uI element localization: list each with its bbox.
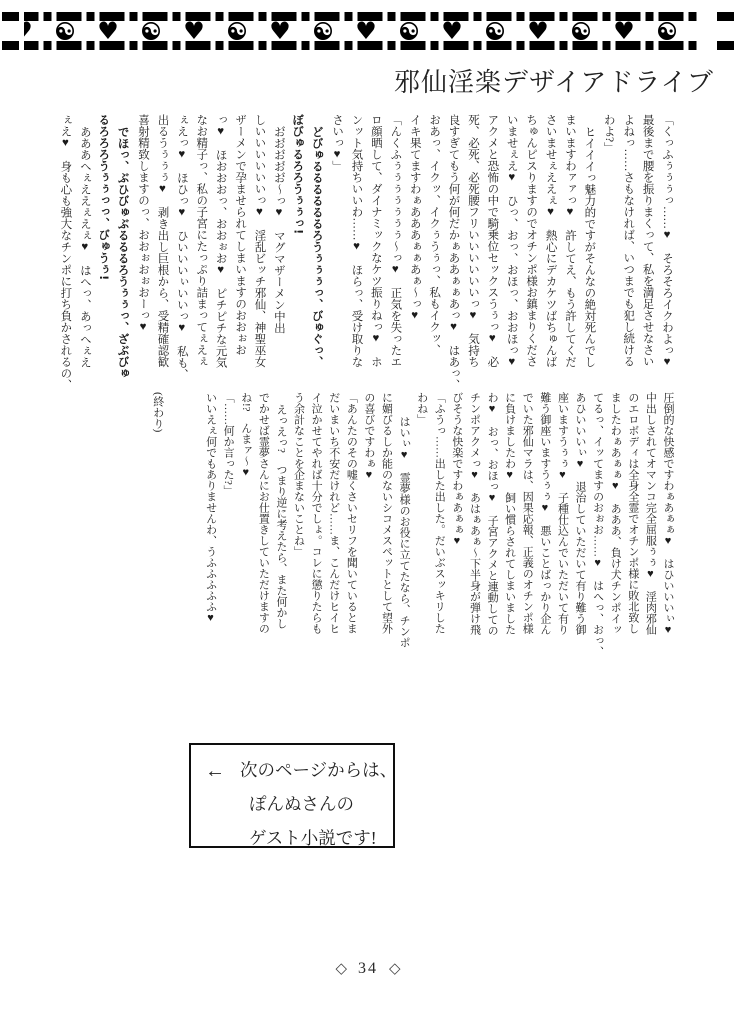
text-column: だいまいち不安だけれど……ま、こんだけヒイヒ	[327, 392, 340, 634]
text-column: ヒイイイっ魅力的ですがそんなの絶対死んでし	[583, 126, 596, 368]
footer-diamond-right: ◇	[389, 961, 401, 977]
note-line-text: ぽんぬさんの	[249, 794, 354, 814]
note-line	[205, 753, 398, 787]
text-column: さいませぇええぇ♥ 熱心にデカケツばちゅんば	[544, 114, 557, 368]
sfx-text-column: どびゅるるるるるるろうぅぅぅっ、びゅぐっ、	[310, 126, 325, 368]
text-column: なお精子っ、私の子宮にたっぷり詰まってぇえぇ	[195, 114, 208, 367]
text-column: チンポアクメっ♥ あはぁあぁ〜下半身が弾け飛	[468, 392, 481, 635]
text-column: てるっ、イッてますのおぉお……♥ はへっ、おっ、	[591, 392, 604, 657]
left-arrow-icon: ←	[205, 760, 225, 782]
text-column: ぇえ♥ 身も心も強大なチンポに打ち負かされるの、	[59, 114, 72, 391]
text-column: 出るうぅぅぅ♥ 剥き出し巨根から、受精確認歓	[156, 114, 169, 368]
text-column: アクメと恐怖の中で騎乗位セックスうぅっ♥ 必	[486, 114, 499, 368]
text-column: ね!? んまァ〜♥	[239, 392, 252, 479]
note-line-text: 次のページからは、	[240, 760, 398, 780]
text-column: 難う御座いますうぅぅ♥ 悪いことばっかり企ん	[538, 392, 551, 635]
text-column: う余計なことを企まないことね」	[292, 392, 305, 557]
page-footer	[0, 959, 736, 978]
text-column: よねっ……さもなければ、いつまでも犯し続ける	[622, 114, 635, 367]
note-line-text: ゲスト小説です!	[249, 828, 377, 848]
text-column: イキ果てますわぁあああぁぁあぁ〜っ♥	[408, 114, 421, 322]
sfx-text-column: るろろろうぅぅっっ、びゅうぅ!	[97, 114, 112, 281]
text-column: ましたわぁあぁぁ♥ あああ、負け犬チンポイッ	[609, 392, 622, 635]
text-column: (終わり)	[151, 392, 164, 433]
text-column: 死、必死、必死腰フリいいいいいいっ♥ 気持ち	[466, 114, 479, 368]
text-column: ロ顔晒して、ダイナミックなケツ振りねっ♥ ホ	[369, 114, 382, 368]
text-column: ぇえっ♥ ほひっ♥ ひいいいぃいいっ♥ 私も、	[175, 114, 188, 380]
text-column: のエロボディは全身全霊でオチンポ様に敗北致し	[626, 392, 639, 634]
text-column: でいた邪仙マラは、因果応報、正義のオチンポ様	[521, 392, 534, 634]
text-column: 最後まで腰を振りまくって、私を満足させなさい	[641, 114, 654, 367]
footer-diamond-left: ◇	[335, 961, 347, 977]
text-column: 「ふうっ……出した出した。だいぶスッキリした	[433, 392, 446, 634]
text-column: はいぃ♥ 霊夢様のお役に立てたなら、チンポ	[398, 416, 411, 648]
text-column: えっえっ? つまり逆に考えたら、また何かし	[274, 404, 287, 629]
story-text-block-lower	[148, 392, 676, 660]
text-column: わね」	[415, 392, 428, 425]
text-column: まいますわァァっ♥ 許してえ、もう許してくだ	[563, 114, 576, 368]
page-title: 邪仙淫楽デザイアドライブ	[394, 68, 714, 98]
text-column: あああへぇええぇえぇ♥ はへっ、あっへぇえ	[78, 126, 91, 368]
text-column: わよ?」	[602, 114, 615, 154]
text-column: でかせば霊夢さんにお仕置きしていただけますの	[257, 392, 270, 634]
sfx-text-column: ぼびゅるろろうぅぅっ!	[291, 114, 306, 235]
text-column: ザーメンで孕ませられてしまいますのおおぉお	[234, 114, 247, 356]
text-column: 座いますうぅぅ♥ 子種仕込んでいただいて有り	[556, 392, 569, 635]
text-column: お゙お゙お゙お゙お゙〜っ♥ マグマザーメン中出	[272, 126, 285, 334]
text-column: に負けましたわ♥ 飼い慣らされてしまいました	[503, 392, 516, 635]
sfx-text-column: でほっ、ぶひびゅぶるるるろうぅぅっ、ざぶびゅ	[116, 126, 131, 379]
story-text-block-upper	[55, 114, 676, 396]
text-column: わ♥ おっ、おほっ♥ 子宮アクメと連動しての	[486, 392, 499, 636]
decorative-border	[2, 5, 734, 57]
text-column: 「んくふぅぅぅぅぅぅぅ〜っ♥ 正気を失ったエ	[389, 114, 402, 368]
text-column: ンット気持ちいいわ……♥ ほらっ、受け取りな	[350, 114, 363, 368]
text-column: おあっ、イクッ、イクぅうぅっ、私もイクッ、	[428, 114, 441, 356]
text-column: っ♥ ほおおおっ、おおぉお♥ ピチピチな元気	[214, 114, 227, 368]
text-column: イ泣かせてやれば十分でしょ。コレに懲りたらも	[310, 392, 323, 634]
text-column: 良すぎてもう何が何だかぁああぁぁあっ♥ はあっ、	[447, 114, 460, 391]
text-column: さいっ♥」	[331, 114, 344, 172]
text-column: びそうな快楽ですわぁあぁぁ♥	[450, 392, 463, 547]
text-column: ちゅんピスりますのでオチンポ様お鎮まりくださ	[525, 114, 538, 367]
next-page-note-box	[189, 743, 398, 848]
text-column: いいえぇ何でもありませんわ、うふふふふふ♥	[204, 392, 217, 624]
text-column: 中出しされてオマンコ完全屈服ぅぅ♥ 淫肉邪仙	[644, 392, 657, 635]
text-column: 喜射精致しますのっ、おおぉおぉおーっ♥	[137, 114, 150, 333]
text-column: 「あんたのその嘘くさいセリフを聞いているとま	[345, 392, 358, 634]
text-column: に媚びるしか能のないシコメスペットとして望外	[380, 392, 393, 634]
text-column: いませぇえ♥ ひっ、おっ、おほっ、おおほっ♥	[505, 114, 518, 368]
text-column: 「……何か言った?」	[222, 392, 235, 496]
text-column: 圧倒的な快感ですわぁあぁぁ♥ はひいいいぃ♥	[662, 392, 674, 636]
text-column: あひいいいぃ♥ 退治していただいて有り難う御	[574, 392, 587, 635]
text-column: しいいいいいいっ♥ 淫乱ビッチ邪仙、神聖巫女	[253, 114, 266, 368]
text-column: 「くっふぅぅぅっ……♥ そろそろイクわよっ♥	[661, 114, 673, 368]
text-column: の喜びですわぁ♥	[362, 392, 375, 481]
page-number: 34	[358, 960, 378, 977]
